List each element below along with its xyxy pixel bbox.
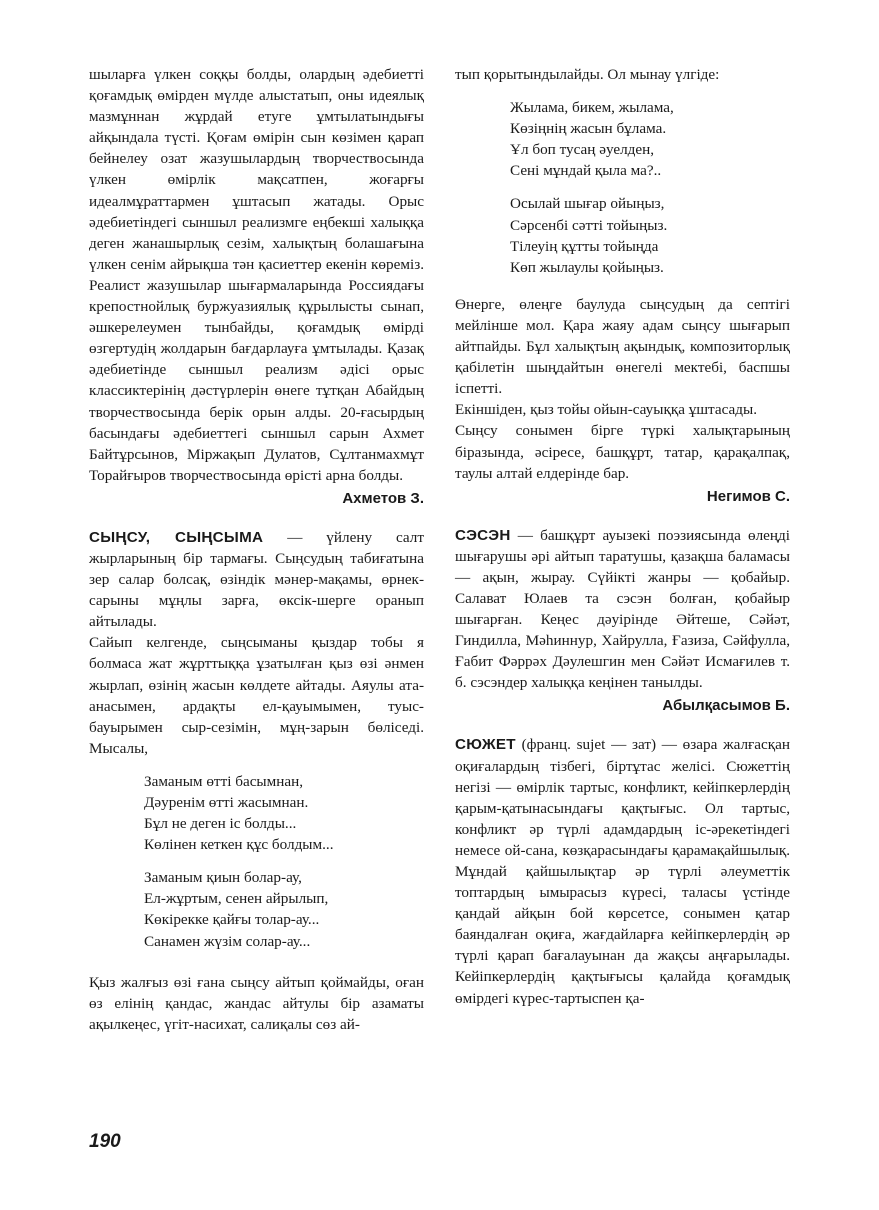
- poem-stanza: Заманым өтті басымнан, Дәуренім өтті жасымнан. Бұл не деген іс болды... Көлінен кеткен құс болдым...: [144, 772, 334, 854]
- poem-stanza: Жылама, бикем, жылама, Көзіңнің жасын бұлама. Ұл боп тусаң әуелден, Сені мұндай қыла ма?..: [510, 99, 674, 180]
- entry-definition: (франц. sujet — зат) — өзара жалғасқан оқиғалардың тізбегі, біртұтас желісі. Сюжеттің негізі — өмірлік тартыс, конфликт, кейіпкерлердің қарым-қатынасындағы қақтығыс. Ол тартыс, конфликт әр түрлі адамдардың іс-әрекетіндегі немесе ой-сана, көзқарасындағы қарамақайшылық. Мұндай қайшылықтар әр түрлі әлеуметтік топтардың ымырасыз күресі, таласы үстінде қандай айқын бой көрсетсе, сонымен қатар баяндалған оқиға, жағдайларға кейіпкерлердің әр түрлі қарап бағалауынан да жақсы аңғарылады. Кейіпкерлердің қақтығысы қалайда қоғамдық өмірдегі күрес-тартыспен қа-: [455, 736, 790, 1007]
- entry-definition: — башқұрт ауызекі поэзиясында өлеңді шығарушы әрі айтып таратушы, қазақша баламасы — ақын, жырау. Сүйікті жанры — қобайыр. Салават Юлаев та сэсэн болған, қобайыр шығарған. Кеңес дәуірінде Әйтеше, Сәйәт, Гиндилла, Мәһиннур, Хайрулла, Ғазиза, Сәйфулла, Ғабит Фәррәх Дәулешгин мен Сәйәт Исмағилев т. б. сэсэндер халыққа кеңінен танылды.: [455, 526, 790, 692]
- continuation-paragraph: шыларға үлкен соққы болды, олардың әдебиетті қоғамдық өмірден мүлде алыстатып, оны идеялық мазмұннан жұрдай етуге ұмтылатындығы айқындала түсті. Қоғам өмірін сын көзімен қарап бейнелеу озат жазушылардың творчествосында үлкен өмірлік мақсатпен, жоғарғы идеалмұраттармен ұштасып жатады. Орыс әдебиетіндегі сыншыл реализмге еңбекші халыққа деген жанашырлық сезім, халықтың болашағына үлкен сенім айрықша тән қасиеттер екенін көреміз. Реалист жазушылар шығармаларында Россиядағы крепостнойлық буржуазиялық құрылысты сынап, әшкерелеумен тынбайды, қоғамдық өмірді өзгертудің жолдарын бағдарлауға ұмтылады. Қазақ әдебиетінде сыншыл реализм әдісі орыс классиктерінің дәстүрлерін өнеге тұтқан Абайдың творчествосында берік орын алды. 20-ғасырдың басындағы әдебиеттегі сыншыл сарын Ахмет Байтұрсынов, Міржақып Дулатов, Сұлтанмахмұт Торайғыров творчествосында өрісті арна болды.: [89, 66, 424, 484]
- body-paragraph: Сайып келгенде, сыңсыманы қыздар тобы я болмаса жат жұрттыққа ұзатылған қыз өзі әнмен жырлап, өзінің жасын көлдете айтады. Аяулы ата-анасымен, ардақты ел-қауымымен, туыс-бауырымен сыр-сезімін, мұң-зарын бөліседі. Мысалы,: [89, 634, 424, 757]
- body-paragraph: Өнерге, өлеңге баулуда сыңсудың да септігі мейлінше мол. Қара жаяу адам сыңсу шығарып айтпайды. Бұл халықтың ақындық, композиторлық қабілетін шыңдайтын өнегелі мектебі, баспшы іспетті.: [455, 295, 790, 398]
- body-paragraph: Екіншіден, қыз тойы ойын-сауыққа ұштасады.: [455, 401, 757, 419]
- poem-stanza: Осылай шығар ойыңыз, Сәрсенбі сәтті тойыңыз. Тілеуің құтты тойыңда Көп жылаулы қойыңыз.: [510, 195, 668, 276]
- author-signature: Абылқасымов Б.: [662, 697, 790, 715]
- left-column: [89, 64, 424, 1035]
- entry-headword: СЭСЭН: [455, 526, 511, 544]
- body-paragraph: Сыңсу сонымен бірге түркі халықтарының біразында, әсіресе, башқұрт, татар, қарақалпақ, таулы алтай елдерінде бар.: [455, 422, 790, 482]
- poem-stanza: Заманым қиын болар-ау, Ел-жұртым, сенен айрылып, Көкірекке қайғы толар-ау... Санамен жүзім солар-ау...: [144, 869, 329, 950]
- page-number: 190: [89, 1131, 121, 1152]
- continuation-paragraph: тып қорытындылайды. Ол мынау үлгіде:: [455, 66, 720, 83]
- entry-sesen: [455, 525, 790, 694]
- entry-headword: СЫҢСУ, СЫҢСЫМА: [89, 528, 264, 546]
- entry-definition: — үйлену салт жырларының бір тармағы. Сыңсудың табиғатына зер салар болсақ, өзіндік мәнер-мақамы, өрнек-сарыны мұңлы зарға, өксік-шерге оранып айтылады.: [89, 528, 424, 631]
- right-column: [455, 64, 790, 1009]
- body-paragraph: Қыз жалғыз өзі ғана сыңсу айтып қоймайды, оған өз елінің қандас, жандас айтулы бір азаматы ақылкеңес, үгіт-насихат, салиқалы сөз ай-: [89, 973, 424, 1033]
- entry-headword: СЮЖЕТ: [455, 736, 516, 754]
- entry-syuzhet: [455, 734, 790, 1008]
- author-signature: Негимов С.: [706, 487, 790, 505]
- author-signature: Ахметов З.: [342, 489, 424, 507]
- entry-syngsu: [89, 527, 424, 632]
